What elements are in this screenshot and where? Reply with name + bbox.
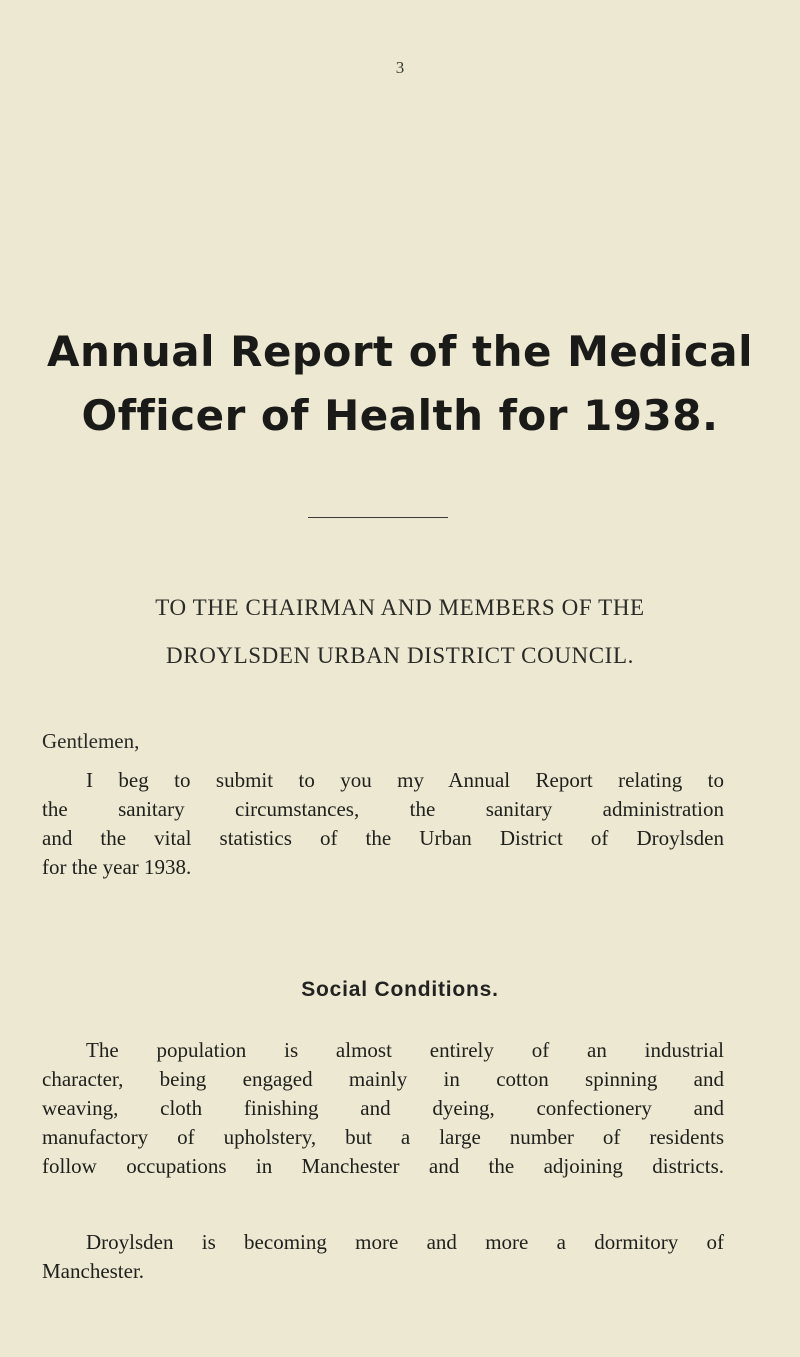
paragraph-line: Droylsden is becoming more and more a dormitory of (86, 1230, 724, 1254)
salutation: Gentlemen, (42, 729, 140, 753)
paragraph-line: weaving, cloth finishing and dyeing, confectionery and (42, 1096, 724, 1120)
report-title (0, 320, 800, 448)
report-title-line-1: Annual Report of the Medical (47, 327, 753, 376)
paragraph-line: I beg to submit to you my Annual Report relating to (86, 768, 724, 792)
paragraph-line: follow occupations in Manchester and the adjoining districts. (42, 1154, 724, 1178)
addressee-line-2: DROYLSDEN URBAN DISTRICT COUNCIL. (166, 643, 634, 668)
paragraph-line: The population is almost entirely of an industrial (86, 1038, 724, 1062)
page-number: 3 (395, 58, 405, 77)
report-title-line-2: Officer of Health for 1938. (81, 391, 719, 440)
addressee-line-1: TO THE CHAIRMAN AND MEMBERS OF THE (155, 595, 645, 620)
title-divider (308, 517, 448, 518)
paragraph-line: character, being engaged mainly in cotton spinning and (42, 1067, 724, 1091)
paragraph-dormitory (42, 1228, 724, 1286)
paragraph-report-intro (42, 766, 724, 882)
paragraph-line: the sanitary circumstances, the sanitary administration (42, 797, 724, 821)
section-heading-social-conditions: Social Conditions. (301, 978, 499, 1001)
paragraph-line: for the year 1938. (42, 855, 192, 879)
paragraph-line: manufactory of upholstery, but a large number of residents (42, 1125, 724, 1149)
paragraph-population (42, 1036, 724, 1181)
addressee-block (0, 584, 800, 680)
paragraph-line: and the vital statistics of the Urban District of Droylsden (42, 826, 724, 850)
paragraph-line: Manchester. (42, 1259, 145, 1283)
